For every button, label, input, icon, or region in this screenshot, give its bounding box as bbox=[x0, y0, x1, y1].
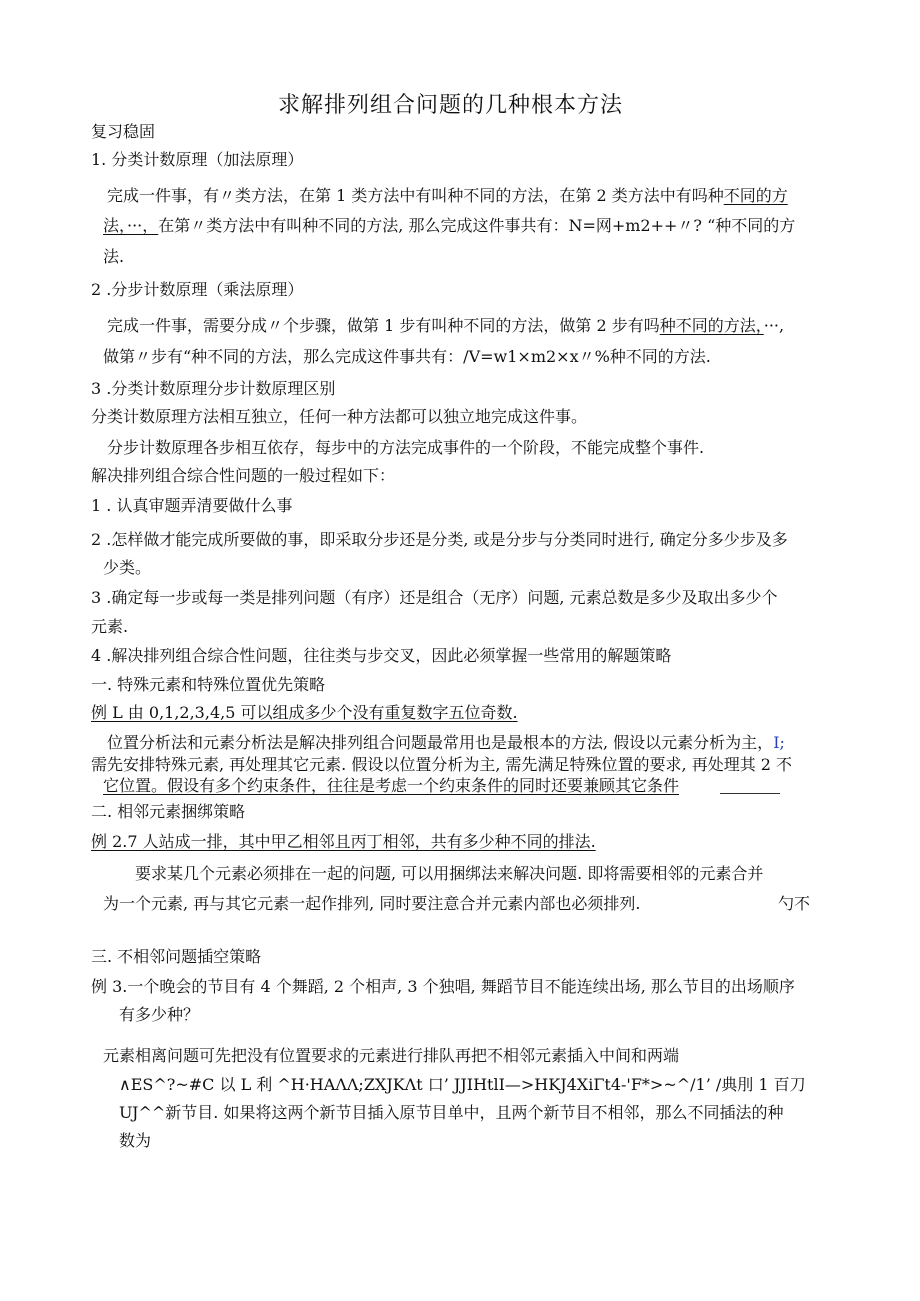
section-3-text-line-3: UJ^^新节目. 如果将这两个新节目插入原节目单中，且两个新节目不相邻，那么不同插法的种 bbox=[119, 1103, 784, 1122]
example-3-line-1: 例 3.一个晚会的节目有 4 个舞蹈, 2 个相声, 3 个独唱, 舞蹈节目不能连续出场, 那么节目的出场顺序 bbox=[91, 977, 795, 996]
stray-characters: 勺不 bbox=[778, 894, 811, 913]
principle-3-text-line-2: 分步计数原理各步相互依存，每步中的方法完成事件的一个阶段，不能完成整个事件. bbox=[107, 438, 705, 457]
example-1: 例 L 由 0,1,2,3,4,5 可以组成多少个没有重复数字五位奇数. bbox=[91, 703, 518, 722]
section-3-text-line-4: 数为 bbox=[119, 1131, 152, 1150]
text-segment: 完成一件事，需要分成〃个步骤，做第 1 步有叫种不同的方法，做第 2 步有吗 bbox=[107, 316, 660, 335]
underlined-text: 法，···， bbox=[103, 216, 159, 235]
section-1-heading: 一. 特殊元素和特殊位置优先策略 bbox=[91, 675, 326, 694]
principle-2-text-line-1 bbox=[107, 316, 784, 336]
example-2: 例 2.7 人站成一排，其中甲乙相邻且丙丁相邻，共有多少种不同的排法. bbox=[91, 832, 596, 851]
text-segment: ···, bbox=[763, 316, 785, 335]
principle-1-heading: 1. 分类计数原理（加法原理） bbox=[91, 150, 304, 169]
section-2-heading: 二. 相邻元素捆绑策略 bbox=[91, 802, 246, 821]
principle-1-text-line-1 bbox=[107, 186, 788, 206]
example-3-line-2: 有多少种？ bbox=[119, 1005, 200, 1024]
text-segment: 在第〃类方法中有叫种不同的方法, 那么完成这件事共有：N=网+m2++〃? “种不同的方 bbox=[158, 216, 796, 235]
section-2-text-line-2: 为一个元素, 再与其它元素一起作排列, 同时要注意合并元素内部也必须排列. bbox=[103, 894, 641, 913]
process-step-3-line-2: 元素. bbox=[91, 617, 129, 636]
process-intro: 解决排列组合综合性问题的一般过程如下： bbox=[91, 466, 396, 485]
principle-3-heading: 3 .分类计数原理分步计数原理区别 bbox=[91, 379, 336, 398]
principle-2-text-line-2: 做第〃步有“种不同的方法，那么完成这件事共有：/V=w1×m2×x〃%种不同的方法. bbox=[103, 347, 711, 366]
principle-3-text-line-1: 分类计数原理方法相互独立，任何一种方法都可以独立地完成这件事。 bbox=[91, 407, 588, 426]
section-3-text-line-1: 元素相离问题可先把没有位置要求的元素进行排队再把不相邻元素插入中间和两端 bbox=[103, 1046, 680, 1065]
section-1-text-line-2: 需先安排特殊元素, 再处理其它元素. 假设以位置分析为主, 需先满足特殊位置的要求, 再处理其 2 不 bbox=[91, 755, 793, 774]
principle-1-text-line-3: 法. bbox=[103, 247, 125, 266]
process-step-2-line-1: 2 .怎样做才能完成所要做的事，即采取分步还是分类, 或是分步与分类同时进行, 确定分多少步及多 bbox=[91, 530, 788, 549]
text-segment: 完成一件事，有〃类方法，在第 1 类方法中有叫种不同的方法，在第 2 类方法中有吗种 bbox=[107, 186, 724, 205]
principle-1-text-line-2 bbox=[103, 216, 795, 236]
section-1-text-line-3: 它位置。假设有多个约束条件，往往是考虑一个约束条件的同时还要兼顾其它条件 bbox=[103, 776, 680, 795]
page-title: 求解排列组合问题的几种根本方法 bbox=[278, 93, 624, 118]
garbled-ocr-line: ∧ES^?~#C 以 L 利 ^H·HAΛΛ;ZXJKΛt 口’ JJIHtlI—>HKJ4XiΓt4-'F*>~^/1’ /典刖 1 百刀 bbox=[119, 1075, 806, 1094]
section-3-heading: 三. 不相邻问题插空策略 bbox=[91, 947, 262, 966]
principle-2-heading: 2 .分步计数原理（乘法原理） bbox=[91, 280, 304, 299]
process-step-4: 4 .解决排列组合综合性问题，往往类与步交叉，因此必须掌握一些常用的解题策略 bbox=[91, 646, 672, 665]
process-step-2-line-2: 少类。 bbox=[103, 558, 152, 577]
text-segment-blue: I; bbox=[773, 733, 785, 752]
process-step-1: 1 . 认真审题弄清要做什么事 bbox=[91, 496, 293, 515]
section-1-text-line-1 bbox=[107, 733, 785, 753]
underlined-text: 种不同的方法， bbox=[659, 316, 764, 335]
text-segment: 位置分析法和元素分析法是解决排列组合问题最常用也是最根本的方法, 假设以元素分析为主， bbox=[107, 733, 774, 752]
process-step-3-line-1: 3 .确定每一步或每一类是排列问题（有序）还是组合（无序）问题, 元素总数是多少及取出多少个 bbox=[91, 588, 778, 607]
underline-rule bbox=[720, 793, 780, 794]
underlined-text: 不同的方 bbox=[723, 186, 788, 205]
section-2-text-line-1: 要求某几个元素必须排在一起的问题, 可以用捆绑法来解决问题. 即将需要相邻的元素合并 bbox=[135, 864, 764, 883]
review-heading: 复习稳固 bbox=[91, 122, 156, 141]
